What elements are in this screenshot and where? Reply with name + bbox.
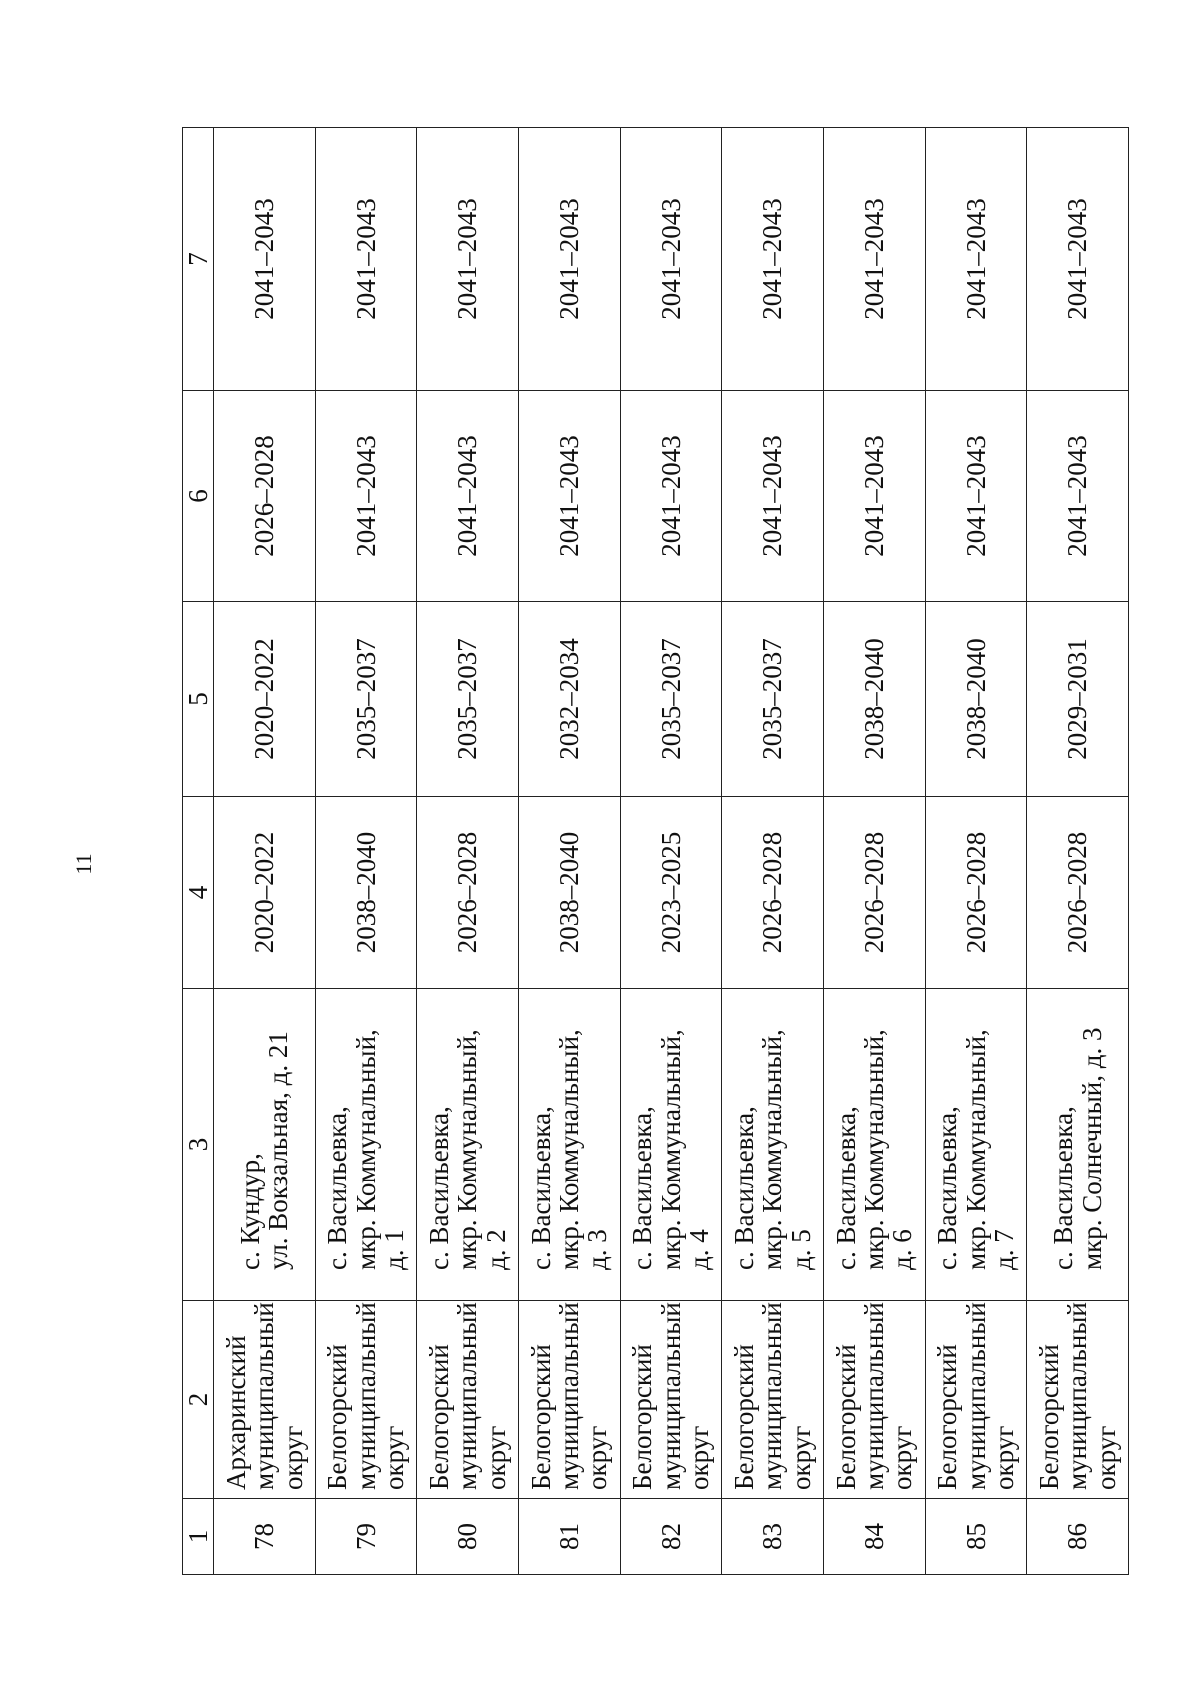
address-line: с. Васильевка, bbox=[932, 1106, 963, 1270]
district-line: муниципальный bbox=[859, 1302, 890, 1490]
district-cell bbox=[214, 1301, 316, 1499]
table-row bbox=[214, 128, 316, 1575]
period-cell-col7: 2041–2043 bbox=[315, 128, 417, 391]
address-line: с. Васильевка, bbox=[1048, 1106, 1079, 1270]
row-number-cell: 80 bbox=[417, 1499, 519, 1575]
district-line: округ bbox=[582, 1425, 613, 1490]
address-line: ул. Вокзальная, д. 21 bbox=[263, 1031, 294, 1270]
period-cell-col5: 2020–2022 bbox=[214, 602, 316, 797]
period-cell-col7: 2041–2043 bbox=[518, 128, 620, 391]
district-line: округ bbox=[277, 1425, 308, 1490]
period-cell-col6: 2026–2028 bbox=[214, 391, 316, 602]
address-line: д. 3 bbox=[582, 1229, 613, 1270]
row-number-cell: 79 bbox=[315, 1499, 417, 1575]
address-line: мкр. Коммунальный, bbox=[655, 1029, 686, 1270]
address-line: с. Васильевка, bbox=[525, 1106, 556, 1270]
period-cell-col4: 2026–2028 bbox=[925, 797, 1027, 989]
period-cell-col7: 2041–2043 bbox=[722, 128, 824, 391]
address-cell bbox=[823, 989, 925, 1301]
district-line: Белогорский bbox=[729, 1344, 760, 1490]
rotated-table-container bbox=[182, 128, 1129, 1575]
period-cell-col5: 2029–2031 bbox=[1027, 602, 1129, 797]
district-cell bbox=[925, 1301, 1027, 1499]
district-line: округ bbox=[989, 1425, 1020, 1490]
address-line: д. 4 bbox=[684, 1229, 715, 1270]
period-cell-col4: 2038–2040 bbox=[518, 797, 620, 989]
district-line: муниципальный bbox=[350, 1302, 381, 1490]
table-header-row bbox=[183, 128, 214, 1575]
district-line: округ bbox=[480, 1425, 511, 1490]
period-cell-col6: 2041–2043 bbox=[518, 391, 620, 602]
address-line: мкр. Коммунальный, bbox=[350, 1029, 381, 1270]
district-cell bbox=[620, 1301, 722, 1499]
district-line: муниципальный bbox=[554, 1302, 585, 1490]
district-line: Белогорский bbox=[525, 1344, 556, 1490]
row-number-cell: 83 bbox=[722, 1499, 824, 1575]
district-line: муниципальный bbox=[249, 1302, 280, 1490]
district-cell bbox=[518, 1301, 620, 1499]
table-row bbox=[925, 128, 1027, 1575]
period-cell-col5: 2032–2034 bbox=[518, 602, 620, 797]
period-cell-col4: 2026–2028 bbox=[417, 797, 519, 989]
column-header-6: 6 bbox=[183, 391, 214, 602]
address-cell bbox=[722, 989, 824, 1301]
table-row bbox=[722, 128, 824, 1575]
address-line: мкр. Коммунальный, bbox=[960, 1029, 991, 1270]
page-number: 11 bbox=[71, 853, 96, 875]
address-line: мкр. Коммунальный, bbox=[859, 1029, 890, 1270]
district-cell bbox=[1027, 1301, 1129, 1499]
row-number-cell: 84 bbox=[823, 1499, 925, 1575]
district-line: округ bbox=[684, 1425, 715, 1490]
address-cell bbox=[1027, 989, 1129, 1301]
district-line: округ bbox=[887, 1425, 918, 1490]
period-cell-col6: 2041–2043 bbox=[417, 391, 519, 602]
address-line: мкр. Солнечный, д. 3 bbox=[1076, 1027, 1107, 1270]
row-number-cell: 81 bbox=[518, 1499, 620, 1575]
table-row bbox=[823, 128, 925, 1575]
period-cell-col7: 2041–2043 bbox=[214, 128, 316, 391]
district-line: округ bbox=[379, 1425, 410, 1490]
period-cell-col7: 2041–2043 bbox=[823, 128, 925, 391]
district-line: Белогорский bbox=[932, 1344, 963, 1490]
table-row bbox=[1027, 128, 1129, 1575]
period-cell-col7: 2041–2043 bbox=[417, 128, 519, 391]
period-cell-col7: 2041–2043 bbox=[1027, 128, 1129, 391]
schedule-table bbox=[182, 127, 1129, 1575]
address-cell bbox=[214, 989, 316, 1301]
column-header-2: 2 bbox=[183, 1301, 214, 1499]
column-header-3: 3 bbox=[183, 989, 214, 1301]
address-line: д. 6 bbox=[887, 1229, 918, 1270]
district-line: Белогорский bbox=[627, 1344, 658, 1490]
period-cell-col5: 2038–2040 bbox=[925, 602, 1027, 797]
column-header-5: 5 bbox=[183, 602, 214, 797]
district-line: Белогорский bbox=[424, 1344, 455, 1490]
period-cell-col6: 2041–2043 bbox=[620, 391, 722, 602]
column-header-1: 1 bbox=[183, 1499, 214, 1575]
address-line: с. Васильевка, bbox=[627, 1106, 658, 1270]
address-cell bbox=[518, 989, 620, 1301]
table-row bbox=[315, 128, 417, 1575]
row-number-cell: 78 bbox=[214, 1499, 316, 1575]
period-cell-col5: 2035–2037 bbox=[722, 602, 824, 797]
row-number-cell: 85 bbox=[925, 1499, 1027, 1575]
period-cell-col7: 2041–2043 bbox=[620, 128, 722, 391]
period-cell-col5: 2035–2037 bbox=[315, 602, 417, 797]
address-line: с. Васильевка, bbox=[322, 1106, 353, 1270]
address-line: д. 5 bbox=[785, 1229, 816, 1270]
district-line: округ bbox=[785, 1425, 816, 1490]
district-cell bbox=[823, 1301, 925, 1499]
district-line: Белогорский bbox=[830, 1344, 861, 1490]
period-cell-col7: 2041–2043 bbox=[925, 128, 1027, 391]
column-header-4: 4 bbox=[183, 797, 214, 989]
address-cell bbox=[925, 989, 1027, 1301]
period-cell-col4: 2020–2022 bbox=[214, 797, 316, 989]
period-cell-col4: 2026–2028 bbox=[823, 797, 925, 989]
district-cell bbox=[722, 1301, 824, 1499]
district-line: округ bbox=[1090, 1425, 1121, 1490]
address-line: д. 2 bbox=[480, 1229, 511, 1270]
district-cell bbox=[417, 1301, 519, 1499]
address-line: мкр. Коммунальный, bbox=[452, 1029, 483, 1270]
period-cell-col5: 2035–2037 bbox=[417, 602, 519, 797]
address-line: с. Васильевка, bbox=[729, 1106, 760, 1270]
address-line: мкр. Коммунальный, bbox=[554, 1029, 585, 1270]
district-line: муниципальный bbox=[452, 1302, 483, 1490]
address-cell bbox=[315, 989, 417, 1301]
district-line: Архаринский bbox=[220, 1335, 251, 1490]
district-line: Белогорский bbox=[322, 1344, 353, 1490]
address-line: с. Васильевка, bbox=[830, 1106, 861, 1270]
column-header-7: 7 bbox=[183, 128, 214, 391]
district-cell bbox=[315, 1301, 417, 1499]
period-cell-col5: 2035–2037 bbox=[620, 602, 722, 797]
period-cell-col5: 2038–2040 bbox=[823, 602, 925, 797]
district-line: муниципальный bbox=[960, 1302, 991, 1490]
period-cell-col4: 2026–2028 bbox=[722, 797, 824, 989]
address-line: с. Кундур, bbox=[234, 1153, 265, 1270]
period-cell-col6: 2041–2043 bbox=[823, 391, 925, 602]
period-cell-col6: 2041–2043 bbox=[722, 391, 824, 602]
address-line: д. 1 bbox=[379, 1229, 410, 1270]
address-cell bbox=[417, 989, 519, 1301]
table-row bbox=[620, 128, 722, 1575]
district-line: муниципальный bbox=[757, 1302, 788, 1490]
table-row bbox=[518, 128, 620, 1575]
period-cell-col4: 2023–2025 bbox=[620, 797, 722, 989]
table-body bbox=[214, 128, 1129, 1575]
period-cell-col4: 2038–2040 bbox=[315, 797, 417, 989]
period-cell-col6: 2041–2043 bbox=[1027, 391, 1129, 602]
period-cell-col6: 2041–2043 bbox=[315, 391, 417, 602]
district-line: муниципальный bbox=[655, 1302, 686, 1490]
period-cell-col6: 2041–2043 bbox=[925, 391, 1027, 602]
row-number-cell: 82 bbox=[620, 1499, 722, 1575]
row-number-cell: 86 bbox=[1027, 1499, 1129, 1575]
table-row bbox=[417, 128, 519, 1575]
district-line: Белогорский bbox=[1034, 1344, 1065, 1490]
address-line: д. 7 bbox=[989, 1229, 1020, 1270]
address-cell bbox=[620, 989, 722, 1301]
district-line: муниципальный bbox=[1062, 1302, 1093, 1490]
period-cell-col4: 2026–2028 bbox=[1027, 797, 1129, 989]
address-line: с. Васильевка, bbox=[424, 1106, 455, 1270]
address-line: мкр. Коммунальный, bbox=[757, 1029, 788, 1270]
